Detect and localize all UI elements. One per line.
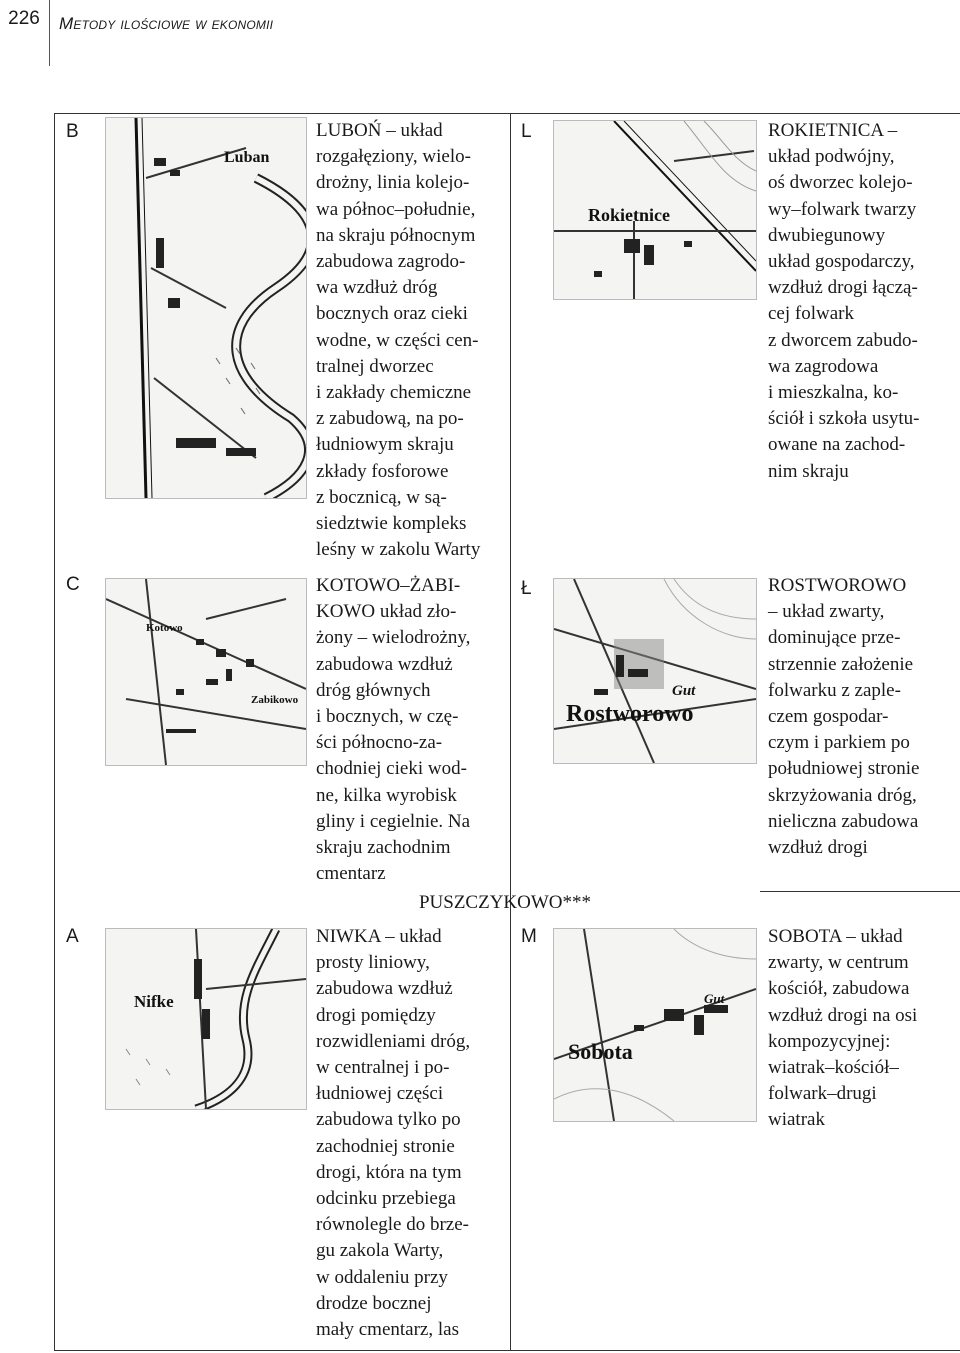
row-letter-m: M <box>521 926 537 947</box>
description-rostworowo: ROSTWOROWO – układ zwarty, dominujące prze- strzennie założenie folwarku z zaple- czem gospodar- czym i parkiem po południowej stronie skrzyżowania dróg, nieliczna zabudowa wzdłuż drogi <box>768 575 920 859</box>
map-luban <box>105 117 307 499</box>
running-head: Metody ilościowe w ekonomii <box>59 14 274 33</box>
map-label-nifke: Nifke <box>134 992 174 1011</box>
description-niwka: NIWKA – układ prosty liniowy, zabudowa wzdłuż drogi pomiędzy rozwidleniami dróg, w centralnej i po- łudniowej części zabudowa tylko po zachodniej stronie drogi, która na tym odcinku przebiega równolegle do brze- gu zakola Warty, w oddaleniu przy drodze bocznej mały cmentarz, las <box>316 926 471 1341</box>
map-kotowo-zabikowo <box>105 578 307 766</box>
row-letter-l-stroke: Ł <box>521 578 532 599</box>
map-label-sobota: Sobota <box>568 1039 633 1064</box>
map-sublabel-gut-sobota: Gut <box>704 991 725 1006</box>
row-letter-a: A <box>66 926 79 947</box>
map-sublabel-gut: Gut <box>672 683 696 699</box>
row-letter-b: B <box>66 121 79 142</box>
map-kotowo-zabikowo-drawing <box>106 579 306 765</box>
map-nifke <box>105 928 307 1110</box>
description-sobota: SOBOTA – układ zwarty, w centrum kościół, zabudowa wzdłuż drogi na osi kompozycyjnej: wiatrak–kościół– folwark–drugi wiatrak <box>768 926 918 1131</box>
map-rokietnice <box>553 120 757 300</box>
page-number: 226 <box>8 8 40 29</box>
map-nifke-drawing <box>106 929 306 1109</box>
map-rostworowo-drawing <box>554 579 756 763</box>
column-divider <box>510 113 511 1351</box>
description-rokietnica: ROKIETNICA – układ podwójny, oś dworzec kolejo- wy–folwark twarzy dwubiegunowy układ gospodarczy, wzdłuż drogi łączą- cej folwark z dworcem zabudo- wa zagrodowa i mieszkalna, ko- ściół i szkoła usytu- owane na zachod- nim skraju <box>768 120 920 482</box>
description-kotowo-zabikowo: KOTOWO–ŻABI- KOWO układ zło- żony – wielodrożny, zabudowa wzdłuż dróg głównych i bocznych, w czę- ści północno-za- chodniej cieki wod- ne, kilka wyrobisk gliny i cegielnie. Na skraju zachodnim cmentarz <box>316 575 471 885</box>
map-luban-drawing <box>106 118 306 498</box>
row-letter-c: C <box>66 574 80 595</box>
map-label-rostworowo: Rostworowo <box>566 701 694 727</box>
map-label-rokietnice: Rokietnice <box>588 205 670 225</box>
row-letter-l: L <box>521 121 532 142</box>
map-sobota <box>553 928 757 1122</box>
map-label-zabikowo: Zabikowo <box>251 694 299 706</box>
map-rostworowo <box>553 578 757 764</box>
row-divider <box>760 891 960 892</box>
header-divider <box>49 0 50 66</box>
section-title-puszczykowo: PUSZCZYKOWO*** <box>418 892 592 913</box>
map-rokietnice-drawing <box>554 121 756 299</box>
map-sobota-drawing <box>554 929 756 1121</box>
description-lubon: LUBOŃ – układ rozgałęziony, wielo- drożny, linia kolejo- wa północ–południe, na skraju północnym zabudowa zagrodo- wa wzdłuż dróg bocznych oraz cieki wodne, w części cen- tralnej dworzec i zakłady chemiczne z zabudową, na po- łudniowym skraju zkłady fosforowe z bocznicą, w są- siedztwie kompleks leśny w zakolu Warty <box>316 120 481 561</box>
map-label-kotowo: Kotowo <box>146 622 183 634</box>
map-label-luban: Luban <box>224 149 270 166</box>
